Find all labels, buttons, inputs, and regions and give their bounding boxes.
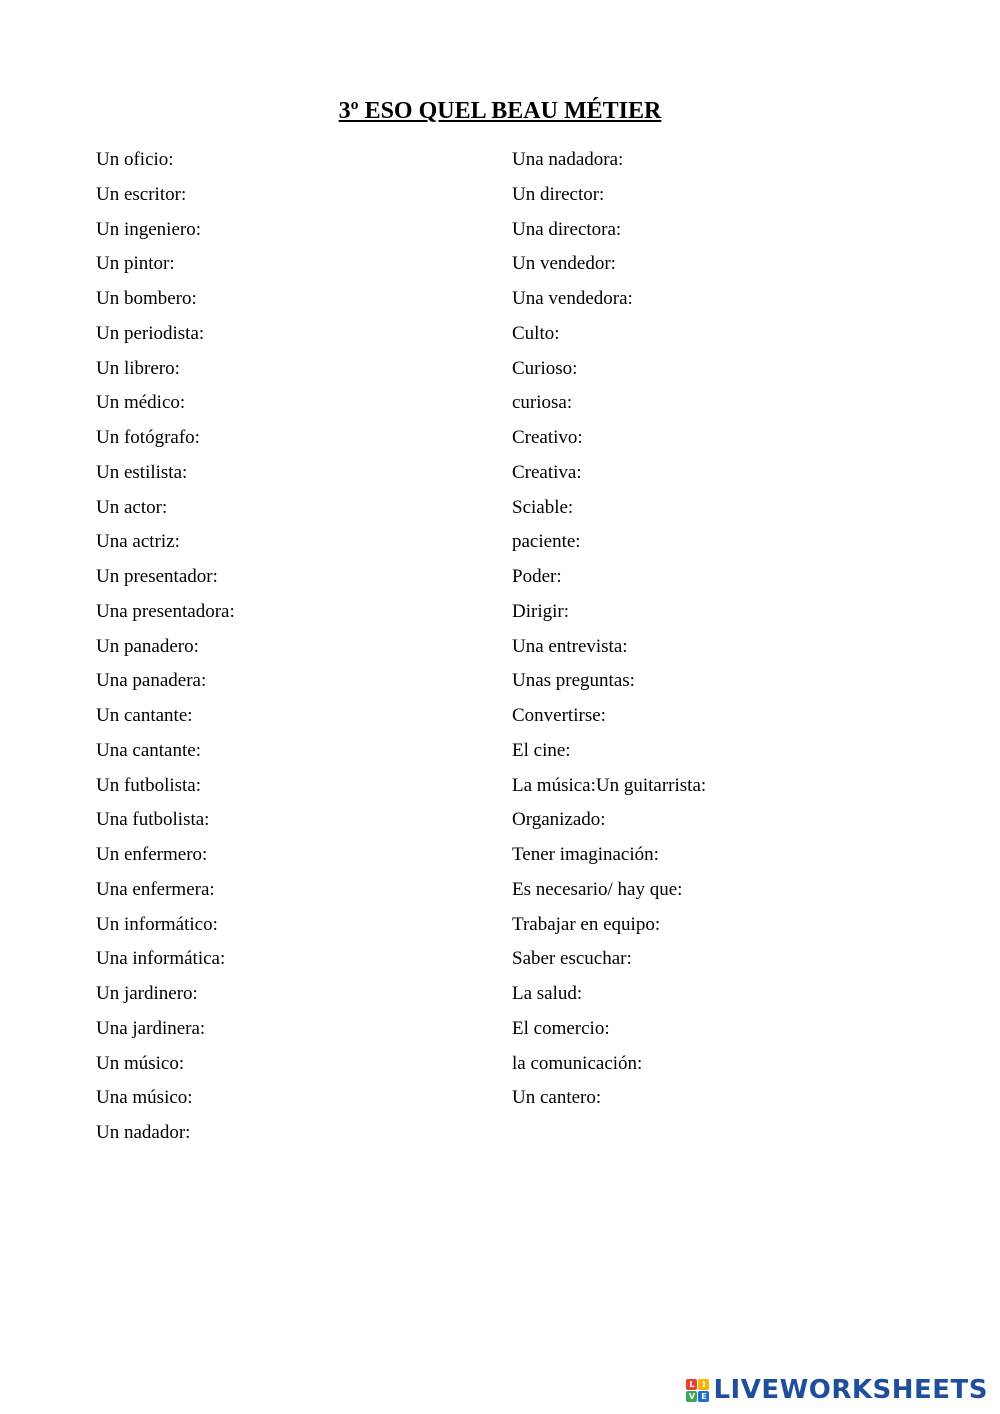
left-vocabulary-item: Un actor: [96, 496, 168, 518]
right-vocabulary-item: Creativa: [512, 461, 582, 483]
left-vocabulary-item: Un músico: [96, 1052, 185, 1074]
right-vocabulary-item: Una entrevista: [512, 635, 628, 657]
right-vocabulary-item: La salud: [512, 983, 583, 1004]
right-vocabulary-item: Convertirse: [512, 705, 606, 726]
right-vocabulary-item: El comercio: [512, 1017, 610, 1039]
right-vocabulary-item: Un vendedor: [512, 253, 616, 275]
right-vocabulary-item: La música:Un guitarrista: [512, 774, 707, 796]
right-vocabulary-item: Curioso: [512, 357, 578, 379]
liveworksheets-logo [686, 1374, 988, 1406]
right-vocabulary-item: Trabajar en equipo: [512, 913, 661, 935]
right-vocabulary-item: Tener imaginación: [512, 844, 659, 865]
right-vocabulary-item: Una vendedora: [512, 288, 633, 309]
left-vocabulary-item: Una jardinera: [96, 1017, 206, 1039]
left-vocabulary-item: Un nadador: [96, 1122, 191, 1143]
left-vocabulary-item: Un panadero: [96, 635, 199, 657]
left-vocabulary-item: Un estilista: [96, 461, 188, 483]
left-vocabulary-item: Una cantante: [96, 739, 201, 761]
right-vocabulary-item: Una directora: [512, 218, 622, 240]
left-vocabulary-list [96, 146, 496, 1154]
logo-tile: I [698, 1379, 709, 1390]
right-vocabulary-item: Culto: [512, 322, 560, 344]
left-vocabulary-item: Un bombero: [96, 288, 197, 309]
left-vocabulary-item: Una enfermera: [96, 878, 215, 900]
left-vocabulary-item: Un informático: [96, 913, 218, 935]
right-vocabulary-item: Organizado: [512, 809, 606, 831]
logo-tile: E [698, 1391, 709, 1402]
right-vocabulary-item: Unas preguntas: [512, 670, 635, 692]
left-vocabulary-item: Un ingeniero: [96, 218, 202, 240]
left-vocabulary-item: Una informática: [96, 948, 226, 970]
right-vocabulary-list [512, 146, 932, 1119]
left-vocabulary-item: Un cantante: [96, 705, 193, 726]
page-title: 3º ESO QUEL BEAU MÉTIER [338, 98, 662, 124]
left-vocabulary-item: Un futbolista: [96, 774, 202, 796]
right-vocabulary-item: Una nadadora: [512, 149, 624, 170]
right-vocabulary-item: la comunicación: [512, 1052, 643, 1074]
left-vocabulary-item: Un médico: [96, 392, 186, 414]
left-vocabulary-item: Un jardinero: [96, 983, 198, 1004]
right-vocabulary-item: Un cantero: [512, 1087, 602, 1109]
right-vocabulary-item: Sciable: [512, 496, 574, 518]
left-vocabulary-item: Un librero: [96, 357, 180, 379]
left-vocabulary-item: Un presentador: [96, 566, 218, 587]
left-vocabulary-item: Una presentadora: [96, 600, 235, 622]
right-vocabulary-item: paciente: [512, 531, 581, 553]
left-vocabulary-item: Una músico: [96, 1087, 193, 1109]
liveworksheets-logo-text: LIVEWORKSHEETS [713, 1375, 988, 1405]
right-vocabulary-item: Creativo: [512, 427, 583, 448]
liveworksheets-logo-icon [686, 1379, 709, 1402]
right-vocabulary-item: Saber escuchar: [512, 948, 632, 970]
right-vocabulary-item: curiosa: [512, 392, 573, 414]
right-vocabulary-item: Es necesario/ hay que: [512, 878, 683, 900]
left-vocabulary-item: Un escritor: [96, 183, 187, 205]
right-vocabulary-item: El cine: [512, 739, 571, 761]
left-vocabulary-item: Un pintor: [96, 253, 175, 275]
left-vocabulary-item: Un oficio: [96, 149, 174, 170]
left-vocabulary-item: Una panadera: [96, 670, 207, 692]
right-vocabulary-item: Un director: [512, 183, 605, 205]
left-vocabulary-item: Un fotógrafo: [96, 427, 200, 448]
left-vocabulary-item: Una futbolista: [96, 809, 210, 831]
left-vocabulary-item: Un periodista: [96, 322, 205, 344]
logo-tile: L [686, 1379, 697, 1390]
left-vocabulary-item: Una actriz: [96, 531, 180, 553]
logo-tile: V [686, 1391, 697, 1402]
right-vocabulary-item: Dirigir: [512, 600, 569, 622]
right-vocabulary-item: Poder: [512, 566, 562, 587]
left-vocabulary-item: Un enfermero: [96, 844, 208, 865]
